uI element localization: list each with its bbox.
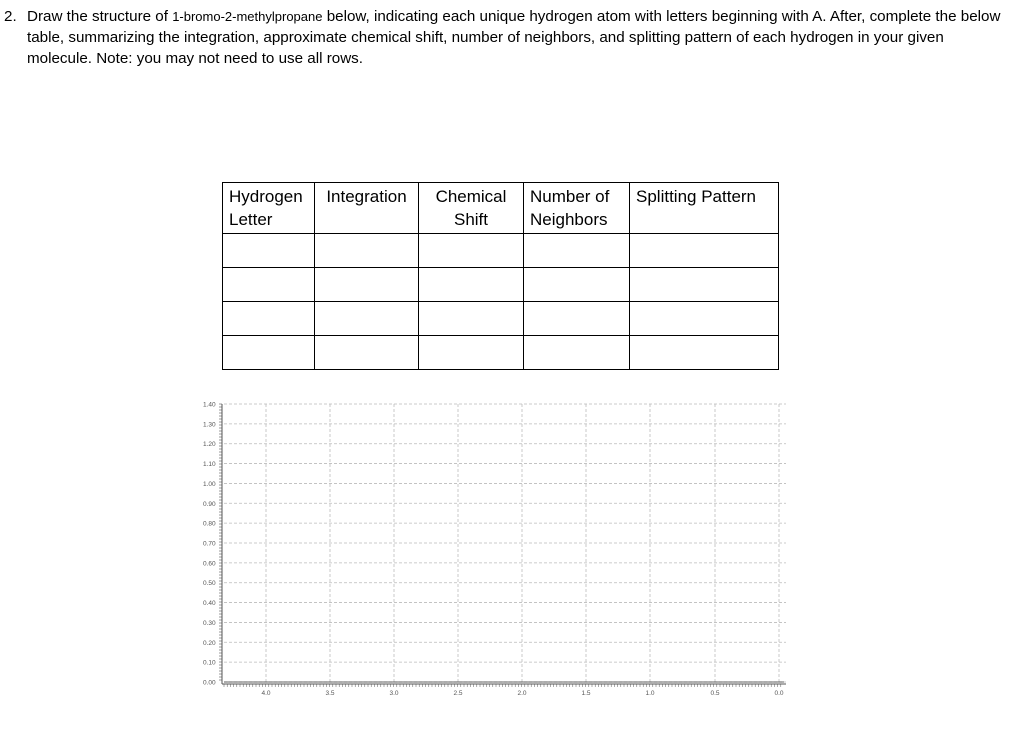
header-hydrogen-letter: Hydrogen Letter — [223, 183, 315, 234]
x-tick-label: 4.0 — [261, 690, 271, 697]
y-tick-label: 1.20 — [203, 441, 216, 449]
y-tick-label: 0.60 — [203, 560, 216, 568]
question-part-2: below, indicating each unique hydrogen atom with letters beginning with A. After, complete the below table, summarizing the integration, approximate chemical shift, number of neighbors, and splitting pattern of each hydrogen in your given molecule. Note: you may not need to use all rows. — [27, 8, 1001, 67]
header-splitting-pattern: Splitting Pattern — [630, 183, 779, 234]
molecule-name: 1-bromo-2-methylpropane — [172, 9, 323, 24]
y-tick-label: 0.50 — [203, 580, 216, 588]
y-tick-label: 0.00 — [203, 679, 216, 687]
y-tick-label: 0.80 — [203, 520, 216, 528]
y-tick-label: 1.30 — [203, 421, 216, 429]
x-tick-label: 1.0 — [645, 690, 655, 697]
y-tick-label: 0.70 — [203, 540, 216, 548]
x-tick-label: 2.5 — [453, 690, 463, 697]
header-number-of-neighbors: Number of Neighbors — [524, 183, 630, 234]
y-tick-label: 0.30 — [203, 619, 216, 627]
x-tick-label: 3.0 — [389, 690, 399, 697]
y-tick-label: 0.10 — [203, 659, 216, 667]
y-tick-label: 1.40 — [203, 401, 216, 409]
y-tick-label: 1.10 — [203, 461, 216, 469]
x-tick-label: 0.0 — [774, 690, 784, 697]
x-tick-label: 0.5 — [710, 690, 720, 697]
y-tick-label: 1.00 — [203, 480, 216, 488]
header-chemical-shift: Chemical Shift — [419, 183, 524, 234]
y-tick-label: 0.40 — [203, 600, 216, 608]
question-number: 2. — [4, 8, 17, 25]
y-tick-label: 0.90 — [203, 500, 216, 508]
question-part-1: Draw the structure of — [27, 8, 173, 25]
x-tick-label: 1.5 — [581, 690, 591, 697]
header-integration: Integration — [315, 183, 419, 234]
x-tick-label: 2.0 — [517, 690, 527, 697]
y-tick-label: 0.20 — [203, 639, 216, 647]
x-tick-label: 3.5 — [325, 690, 335, 697]
